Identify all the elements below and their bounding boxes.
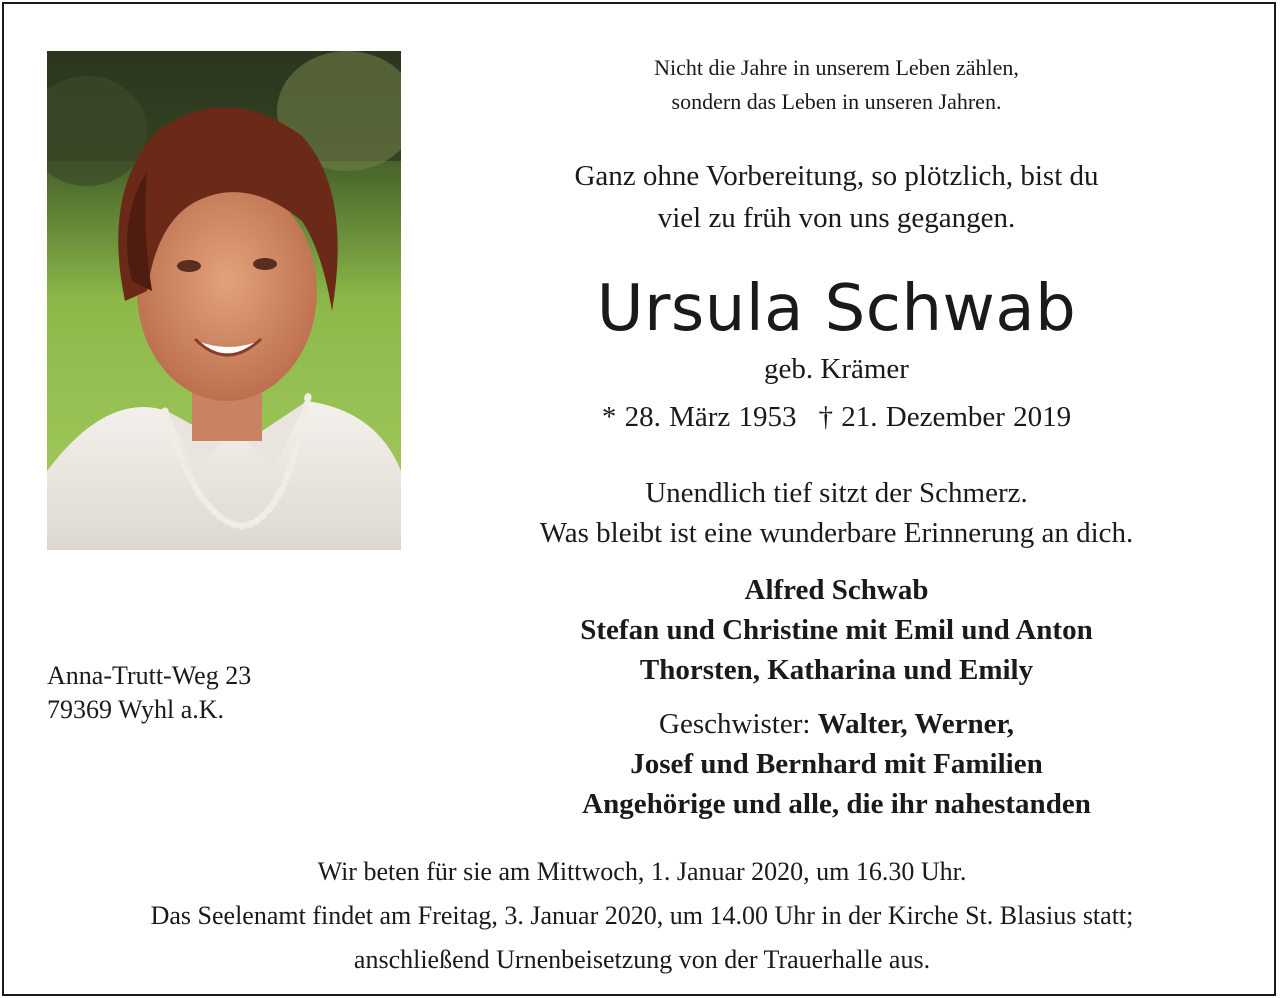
- death-date: † 21. Dezember 2019: [818, 401, 1072, 433]
- mourner-line-1: Alfred Schwab: [744, 574, 929, 606]
- motto-quote: [404, 51, 1269, 119]
- service-line-1: Wir beten für sie am Mittwoch, 1. Januar 2020, um 16.30 Uhr.: [317, 857, 967, 886]
- mourners-siblings: [404, 704, 1269, 824]
- siblings-line: [404, 704, 1269, 744]
- siblings-names: Walter, Werner,: [817, 708, 1014, 740]
- motto-line-1: Nicht die Jahre in unserem Leben zählen,: [654, 55, 1019, 80]
- verse-2-line-1: Unendlich tief sitzt der Schmerz.: [645, 477, 1028, 509]
- obituary-frame: [2, 2, 1276, 996]
- verse-1-line-2: viel zu früh von uns gegangen.: [657, 202, 1016, 234]
- mourner-line-3: Thorsten, Katharina und Emily: [639, 654, 1034, 686]
- life-dates: [404, 396, 1269, 438]
- mourner-line-6: Angehörige und alle, die ihr nahestanden: [582, 788, 1091, 820]
- mourner-line-5: Josef und Bernhard mit Familien: [630, 748, 1043, 780]
- motto-line-2: sondern das Leben in unseren Jahren.: [671, 89, 1002, 114]
- deceased-name: Ursula Schwab: [596, 272, 1077, 346]
- mourner-line-2: Stefan und Christine mit Emil und Anton: [580, 614, 1093, 646]
- birth-date: * 28. März 1953: [601, 401, 797, 433]
- siblings-label: Geschwister:: [659, 708, 811, 740]
- address-city: 79369 Wyhl a.K.: [47, 695, 225, 724]
- verse-2: [404, 473, 1269, 553]
- address-block: [47, 659, 251, 727]
- verse-2-line-2: Was bleibt ist eine wunderbare Erinnerung an dich.: [539, 517, 1134, 549]
- service-info: [4, 850, 1280, 982]
- service-line-2: Das Seelenamt findet am Freitag, 3. Januar 2020, um 14.00 Uhr in der Kirche St. Blasius statt;: [150, 901, 1134, 930]
- maiden-name: geb. Krämer: [764, 353, 909, 385]
- mourners-family: [404, 570, 1269, 690]
- portrait-photo: [47, 51, 401, 550]
- address-street: Anna-Trutt-Weg 23: [47, 661, 252, 690]
- verse-1: [404, 155, 1269, 239]
- service-line-3: anschließend Urnenbeisetzung von der Trauerhalle aus.: [353, 945, 931, 974]
- verse-1-line-1: Ganz ohne Vorbereitung, so plötzlich, bist du: [574, 160, 1099, 192]
